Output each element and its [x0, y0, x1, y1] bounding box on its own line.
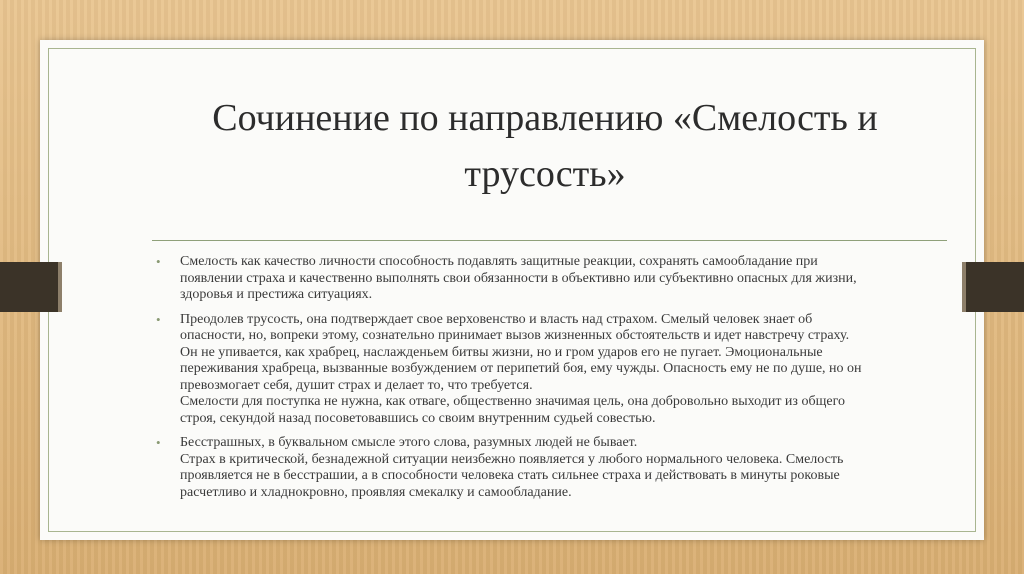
text-line: опасности, но, вопреки этому, сознательно принимает вызов жизненных обстоятельств и идет навстречу страху. — [180, 328, 850, 343]
text-line: проявляется не в бесстрашии, а в способности человека стать сильнее страха и действовать в минуты роковые — [180, 468, 840, 483]
bullet-item — [150, 254, 940, 304]
bullet-item — [150, 435, 940, 501]
text-line: Бесстрашных, в буквальном смысле этого слова, разумных людей не бывает. — [180, 435, 638, 450]
title-divider — [152, 240, 947, 241]
title-line-2: трусость» — [464, 153, 626, 195]
text-line: Он не упивается, как храбрец, наслажденьем битвы жизни, но и гром ударов его не пугает. Эмоциональные — [180, 344, 823, 360]
left-tab-notch — [58, 262, 62, 312]
bullet-list — [150, 254, 940, 509]
bullet-item — [150, 312, 940, 428]
text-line: здоровья и престижа ситуациях. — [180, 287, 373, 302]
text-line: переживания храбреца, вызванные возбуждением от перипетий боя, ему чужды. Опасность ему не по душе, но он — [180, 361, 862, 376]
text-line: Смелость как качество личности способность подавлять защитные реакции, сохранять самообладание при — [180, 254, 818, 269]
right-side-tab — [962, 262, 1024, 312]
slide — [40, 40, 984, 540]
text-line: Смелости для поступка не нужна, как отваге, общественно значимая цель, она добровольно выходит из общего — [180, 394, 845, 409]
text-line: строя, секундой назад посоветовавшись со своим внутренним судьей совестью. — [180, 410, 656, 426]
bullet-mark: • — [156, 311, 161, 327]
text-line: Страх в критической, безнадежной ситуации неизбежно появляется у любого нормального человека. Смелость — [180, 451, 844, 467]
bullet-mark: • — [156, 254, 161, 269]
text-line: Преодолев трусость, она подтверждает свое верховенство и власть над страхом. Смелый человек знает об — [180, 311, 813, 327]
right-tab-notch — [962, 262, 966, 312]
left-side-tab — [0, 262, 62, 312]
text-line: расчетливо и хладнокровно, проявляя смекалку и самообладание. — [180, 484, 572, 500]
bullet-mark: • — [156, 435, 161, 450]
text-line: появлении страха и качественно выполнять свои обязанности в объективно или субъективно опасных для жизни, — [180, 270, 857, 286]
slide-title — [130, 90, 960, 202]
title-line-1: Сочинение по направлению «Смелость и — [212, 97, 878, 139]
text-line: превозмогает себя, душит страх и делает то, что требуется. — [180, 377, 533, 393]
